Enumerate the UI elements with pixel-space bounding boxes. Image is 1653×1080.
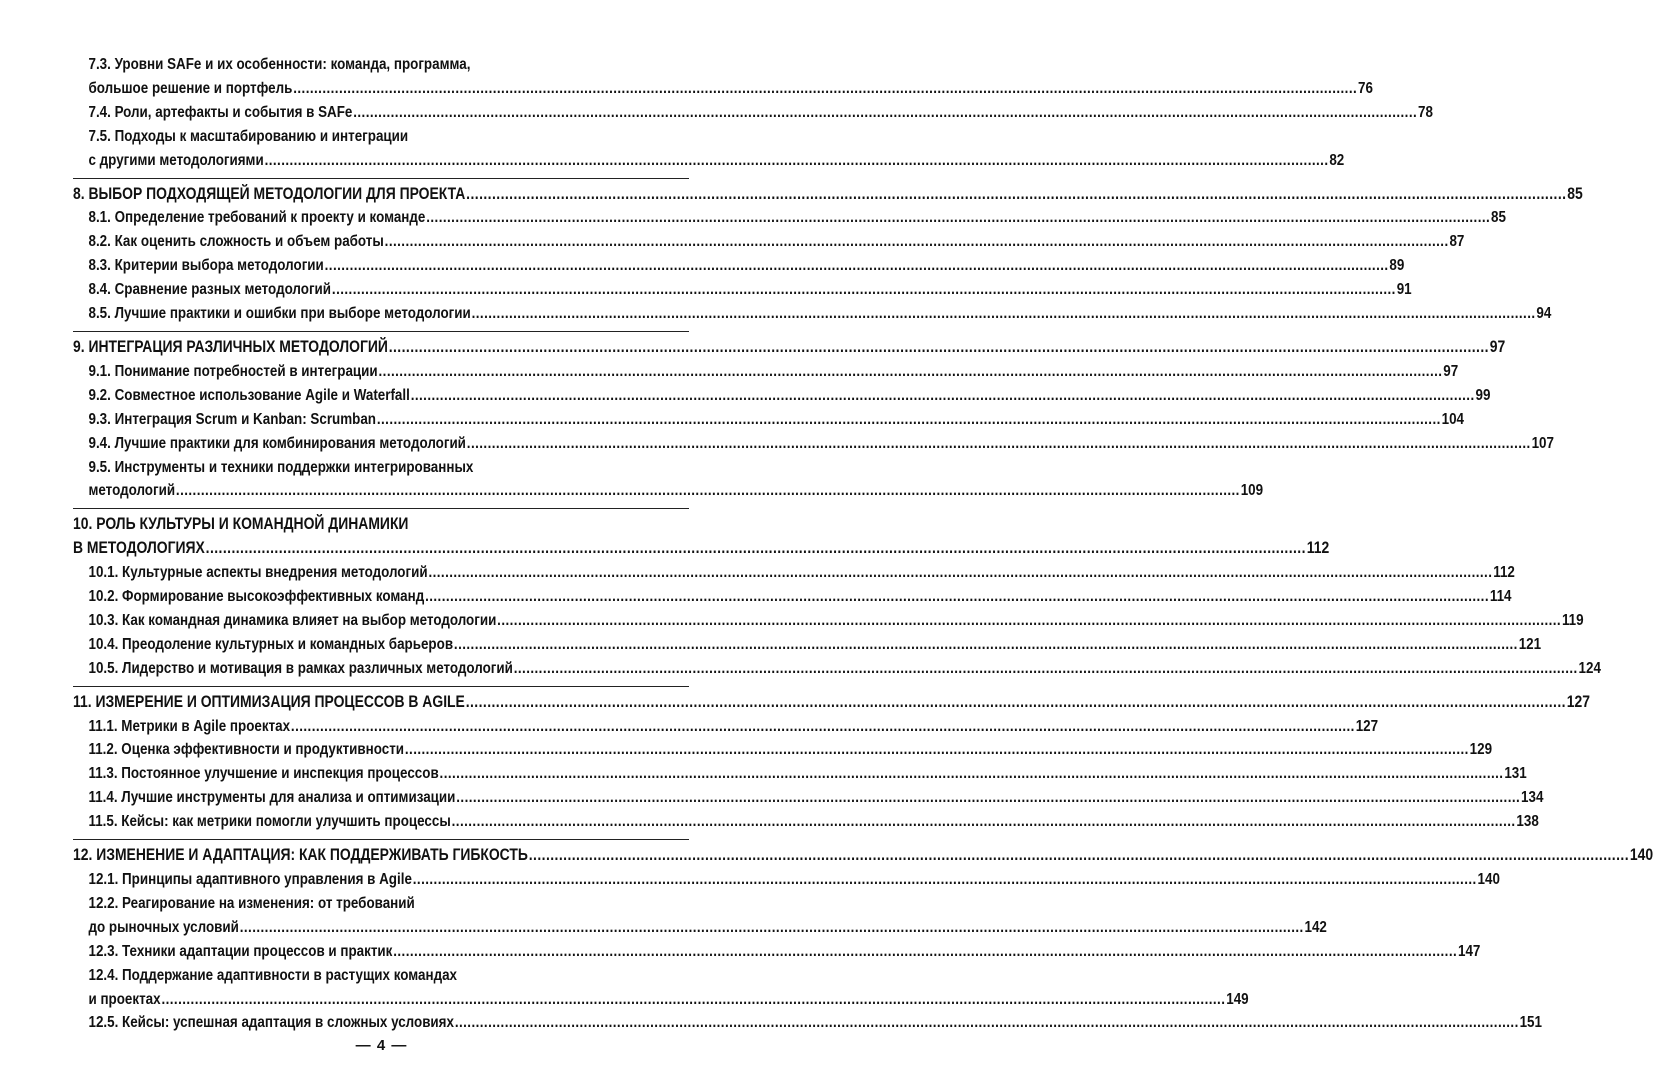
toc-page-number: 151: [1519, 1014, 1542, 1032]
toc-entry-title: 10. РОЛЬ КУЛЬТУРЫ И КОМАНДНОЙ ДИНАМИКИ: [73, 515, 409, 534]
dot-leader: [353, 101, 1417, 125]
toc-section-entry: [73, 278, 1412, 302]
toc-line: [73, 585, 1512, 609]
dot-leader: [385, 230, 1449, 254]
toc-line: [73, 278, 1412, 302]
toc-entry-title: 12.3. Техники адаптации процессов и практик: [88, 942, 393, 960]
toc-page-number: 119: [1561, 611, 1584, 629]
toc-line: [73, 940, 1481, 964]
toc-section-entry: [73, 1011, 1542, 1035]
toc-page-number: 99: [1475, 386, 1491, 404]
dot-leader: [497, 609, 1561, 633]
toc-page-number: 129: [1469, 741, 1493, 759]
toc-entry-title: 7.3. Уровни SAFe и их особенности: команда, программа,: [88, 56, 471, 73]
toc-page-number: 89: [1389, 257, 1405, 275]
toc-section-entry: [73, 585, 1512, 609]
dot-leader: [176, 479, 1240, 503]
toc-page-number: 85: [1567, 184, 1583, 203]
toc-line: [73, 786, 1544, 810]
toc-line: [73, 149, 1345, 173]
toc-entry-title: 10.3. Как командная динамика влияет на выбор методологии: [88, 611, 497, 629]
toc-line: [73, 964, 705, 988]
toc-line: [73, 810, 1539, 834]
toc-page-number: 97: [1443, 362, 1459, 380]
toc-line: [73, 561, 1515, 585]
toc-page-number: 131: [1504, 765, 1527, 783]
dot-leader: [514, 657, 1578, 681]
toc-line: [73, 336, 1506, 360]
toc-entry-title: 9.1. Понимание потребностей в интеграции: [88, 362, 378, 380]
toc-section-entry: [73, 633, 1542, 657]
dot-leader: [452, 810, 1516, 834]
dot-leader: [413, 868, 1477, 892]
toc-entry-title: 12. ИЗМЕНЕНИЕ И АДАПТАЦИЯ: КАК ПОДДЕРЖИВАТЬ ГИБКОСТЬ: [73, 846, 528, 865]
toc-entry-title: до рыночных условий: [88, 918, 239, 936]
toc-line: [73, 183, 1583, 207]
toc-entry-title: 12.1. Принципы адаптивного управления в Agile: [88, 871, 412, 888]
toc-section-entry: [73, 302, 1552, 326]
toc-section-entry: [73, 892, 1327, 940]
dot-leader: [377, 408, 1441, 432]
dot-leader: [161, 988, 1225, 1012]
toc-chapter-entry: [73, 178, 1583, 207]
toc-page-number: 82: [1329, 151, 1345, 169]
dot-leader: [291, 715, 1355, 739]
toc-section-entry: [73, 206, 1506, 230]
toc-line: [73, 609, 1584, 633]
dot-leader: [456, 786, 1520, 810]
dot-leader: [467, 432, 1531, 456]
dot-leader: [389, 336, 1489, 360]
toc-entry-title: 7.5. Подходы к масштабированию и интеграции: [88, 127, 409, 145]
toc-entry-title: 12.2. Реагирование на изменения: от требований: [88, 894, 415, 912]
toc-page-number: 114: [1489, 588, 1512, 606]
dot-leader: [332, 278, 1396, 302]
dot-leader: [206, 537, 1306, 561]
toc-line: [73, 302, 1552, 326]
toc-line: [73, 479, 1264, 503]
toc-line: [73, 537, 1330, 561]
toc-page-number: 121: [1518, 635, 1542, 653]
toc-section-entry: [73, 786, 1544, 810]
toc-page-number: 140: [1629, 846, 1653, 865]
toc-chapter-entry: [73, 508, 1330, 561]
toc-section-entry: [73, 53, 1373, 101]
toc-chapter-entry: [73, 331, 1506, 360]
toc-entry-title: 11.5. Кейсы: как метрики помогли улучшить процессы: [88, 813, 451, 831]
toc-page-number: 97: [1489, 337, 1506, 356]
dot-leader: [379, 360, 1443, 384]
toc-entry-title: и проектах: [88, 990, 161, 1008]
toc-entry-title: методологий: [88, 482, 176, 500]
toc-page-number: 94: [1536, 305, 1552, 323]
toc-line: [73, 360, 1459, 384]
toc-page-number: 138: [1516, 813, 1539, 831]
toc-entry-title: 12.4. Поддержание адаптивности в растущих командах: [88, 966, 458, 984]
toc-chapter-entry: [73, 686, 1591, 715]
toc-line: [73, 101, 1433, 125]
toc-line: [73, 53, 705, 77]
toc-entry-title: 8. ВЫБОР ПОДХОДЯЩЕЙ МЕТОДОЛОГИИ ДЛЯ ПРОЕКТА: [73, 184, 466, 203]
dot-leader: [411, 384, 1475, 408]
dot-leader: [472, 302, 1536, 326]
toc-line: [73, 408, 1465, 432]
toc-line: [73, 892, 705, 916]
dot-leader: [240, 916, 1304, 940]
dot-leader: [529, 844, 1629, 868]
dot-leader: [293, 77, 1357, 101]
toc-entry-title: 8.5. Лучшие практики и ошибки при выборе методологии: [88, 305, 471, 323]
toc-line: [73, 738, 1493, 762]
toc-page-number: 76: [1358, 79, 1373, 97]
toc-section-entry: [73, 964, 1249, 1012]
toc-page-number: 112: [1306, 539, 1330, 558]
toc-entry-title: 11.3. Постоянное улучшение и инспекция процессов: [88, 765, 439, 783]
toc-entry-title: 10.2. Формирование высокоэффективных команд: [88, 588, 425, 606]
toc-page-number: 124: [1578, 659, 1601, 677]
toc-line: [73, 384, 1491, 408]
toc-entry-title: большое решение и портфель: [88, 79, 293, 97]
toc-section-entry: [73, 456, 1264, 504]
toc-line: [73, 715, 1379, 739]
toc-section-entry: [73, 609, 1584, 633]
toc-section-entry: [73, 384, 1491, 408]
toc-section-entry: [73, 810, 1539, 834]
dot-leader: [466, 691, 1566, 715]
toc-page-number: 149: [1226, 990, 1249, 1008]
toc-page-number: 109: [1240, 482, 1264, 500]
toc-entry-title: 10.5. Лидерство и мотивация в рамках различных методологий: [88, 659, 513, 677]
toc-page-number: 134: [1521, 789, 1544, 807]
toc-page-number: 78: [1418, 103, 1433, 121]
dot-leader: [405, 738, 1469, 762]
toc-entry-title: 11.4. Лучшие инструменты для анализа и оптимизации: [88, 789, 456, 807]
toc-entry-title: 10.4. Преодоление культурных и командных барьеров: [88, 635, 454, 653]
toc-page-number: 142: [1304, 918, 1327, 936]
toc-line: [73, 456, 705, 480]
toc-line: [73, 657, 1601, 681]
toc-entry-title: 9.2. Совместное использование Agile и Waterfall: [88, 386, 410, 404]
toc-page-number: 91: [1396, 281, 1412, 299]
dot-leader: [466, 183, 1566, 207]
toc-section-entry: [73, 657, 1601, 681]
toc-entry-title: 10.1. Культурные аспекты внедрения методологий: [88, 564, 428, 582]
toc-entry-title: 11.2. Оценка эффективности и продуктивности: [88, 741, 405, 759]
toc-page-number: 87: [1449, 233, 1465, 251]
dot-leader: [454, 633, 1518, 657]
toc-entry-title: 8.1. Определение требований к проекту и команде: [88, 209, 426, 227]
dot-leader: [440, 762, 1504, 786]
toc-section-entry: [73, 940, 1481, 964]
page-number: — 4 —: [355, 1037, 408, 1054]
toc-section-entry: [73, 360, 1459, 384]
toc-line: [73, 916, 1327, 940]
toc-entry-title: 9.5. Инструменты и техники поддержки интегрированных: [88, 458, 474, 476]
toc-section-entry: [73, 561, 1515, 585]
toc-section-entry: [73, 254, 1405, 278]
toc-page-number: 104: [1441, 410, 1465, 428]
toc-line: [73, 206, 1506, 230]
toc-page-number: 140: [1477, 871, 1500, 888]
toc-line: [73, 125, 705, 149]
toc-entry-title: 9. ИНТЕГРАЦИЯ РАЗЛИЧНЫХ МЕТОДОЛОГИЙ: [73, 337, 388, 356]
toc-entry-title: 9.4. Лучшие практики для комбинирования методологий: [88, 434, 466, 452]
toc-page-number: 147: [1458, 942, 1481, 960]
toc-section-entry: [73, 408, 1465, 432]
toc-page-number: 107: [1531, 434, 1554, 452]
toc-section-entry: [73, 715, 1379, 739]
toc-line: [73, 691, 1591, 715]
toc-page-number: 127: [1355, 717, 1379, 735]
toc-section-entry: [73, 762, 1527, 786]
dot-leader: [425, 585, 1489, 609]
toc-section-entry: [73, 868, 1500, 892]
toc-section-entry: [73, 125, 1345, 173]
toc-section-entry: [73, 738, 1493, 762]
toc-line: [73, 868, 1500, 892]
toc-entry-title: 11. ИЗМЕРЕНИЕ И ОПТИМИЗАЦИЯ ПРОЦЕССОВ В AGILE: [73, 692, 465, 711]
toc-section-entry: [73, 230, 1465, 254]
dot-leader: [265, 149, 1329, 173]
toc-entry-title: 12.5. Кейсы: успешная адаптация в сложных условиях: [88, 1014, 454, 1032]
dot-leader: [455, 1011, 1519, 1035]
toc-page-number: 112: [1493, 564, 1515, 582]
toc-line: [73, 633, 1542, 657]
toc-line: [73, 762, 1527, 786]
table-of-contents: [73, 53, 1653, 1035]
toc-line: [73, 77, 1373, 101]
toc-chapter-entry: [73, 839, 1653, 868]
toc-entry-title: 7.4. Роли, артефакты и события в SAFe: [88, 103, 353, 121]
toc-page-number: 127: [1566, 692, 1591, 711]
toc-entry-title: 8.4. Сравнение разных методологий: [88, 281, 332, 299]
dot-leader: [325, 254, 1389, 278]
toc-line: [73, 1011, 1542, 1035]
toc-entry-title: с другими методологиями: [88, 151, 264, 169]
dot-leader: [426, 206, 1490, 230]
toc-section-entry: [73, 432, 1554, 456]
toc-entry-title: 8.2. Как оценить сложность и объем работы: [88, 233, 384, 251]
dot-leader: [393, 940, 1457, 964]
toc-page-number: 85: [1491, 209, 1506, 227]
toc-entry-title: В МЕТОДОЛОГИЯХ: [73, 539, 205, 558]
toc-line: [73, 432, 1554, 456]
toc-section-entry: [73, 101, 1433, 125]
toc-entry-title: 8.3. Критерии выбора методологии: [88, 257, 324, 275]
dot-leader: [428, 561, 1492, 585]
toc-line: [73, 513, 689, 537]
toc-line: [73, 254, 1405, 278]
toc-line: [73, 988, 1249, 1012]
toc-entry-title: 9.3. Интеграция Scrum и Kanban: Scrumban: [88, 410, 377, 428]
toc-line: [73, 844, 1653, 868]
toc-line: [73, 230, 1465, 254]
toc-entry-title: 11.1. Метрики в Agile проектах: [88, 717, 291, 735]
